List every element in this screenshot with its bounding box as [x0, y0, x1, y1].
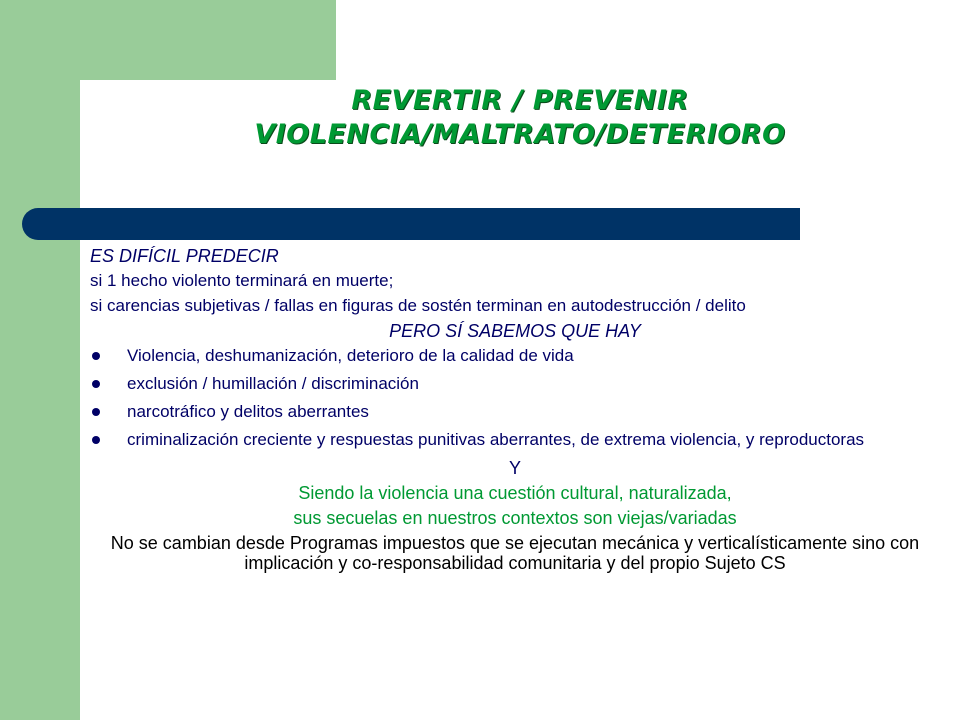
body-line-1: si 1 hecho violento terminará en muerte;: [90, 271, 394, 290]
bullet-dot-icon: [92, 352, 100, 360]
list-item-text: narcotráfico y delitos aberrantes: [127, 402, 369, 421]
body-line-2: si carencias subjetivas / fallas en figuras de sostén terminan en autodestrucción / delito: [90, 296, 746, 315]
top-green-block: [80, 0, 336, 80]
title-line-2: VIOLENCIA/MALTRATO/DETERIORO: [254, 119, 786, 150]
bullet-list: [90, 346, 940, 450]
slide-title: [80, 84, 960, 152]
list-item-text: Violencia, deshumanización, deterioro de la calidad de vida: [127, 346, 574, 365]
bullet-dot-icon: [92, 408, 100, 416]
list-item: [90, 346, 940, 366]
green-line-2: sus secuelas en nuestros contextos son viejas/variadas: [293, 508, 737, 528]
title-divider-bar: [22, 208, 800, 240]
list-item-text: criminalización creciente y respuestas punitivas aberrantes, de extrema violencia, y reproductoras: [127, 430, 865, 449]
list-item: [90, 430, 940, 450]
body-subheading: PERO SÍ SABEMOS QUE HAY: [389, 321, 641, 341]
list-item: [90, 374, 940, 394]
green-line-1: Siendo la violencia una cuestión cultural, naturalizada,: [298, 483, 732, 503]
list-item-text: exclusión / humillación / discriminación: [127, 374, 419, 393]
left-green-band: [0, 0, 80, 720]
bullet-dot-icon: [92, 380, 100, 388]
bullet-dot-icon: [92, 436, 100, 444]
title-line-1: REVERTIR / PREVENIR: [351, 85, 689, 116]
list-item: [90, 402, 940, 422]
body-heading: ES DIFÍCIL PREDECIR: [90, 246, 279, 266]
closing-paragraph: No se cambian desde Programas impuestos que se ejecutan mecánica y verticalísticamente sino con implicación y co-responsabilidad comunitaria y del propio Sujeto CS: [110, 533, 920, 573]
connector-y: Y: [508, 458, 521, 478]
slide-body: [90, 246, 940, 578]
